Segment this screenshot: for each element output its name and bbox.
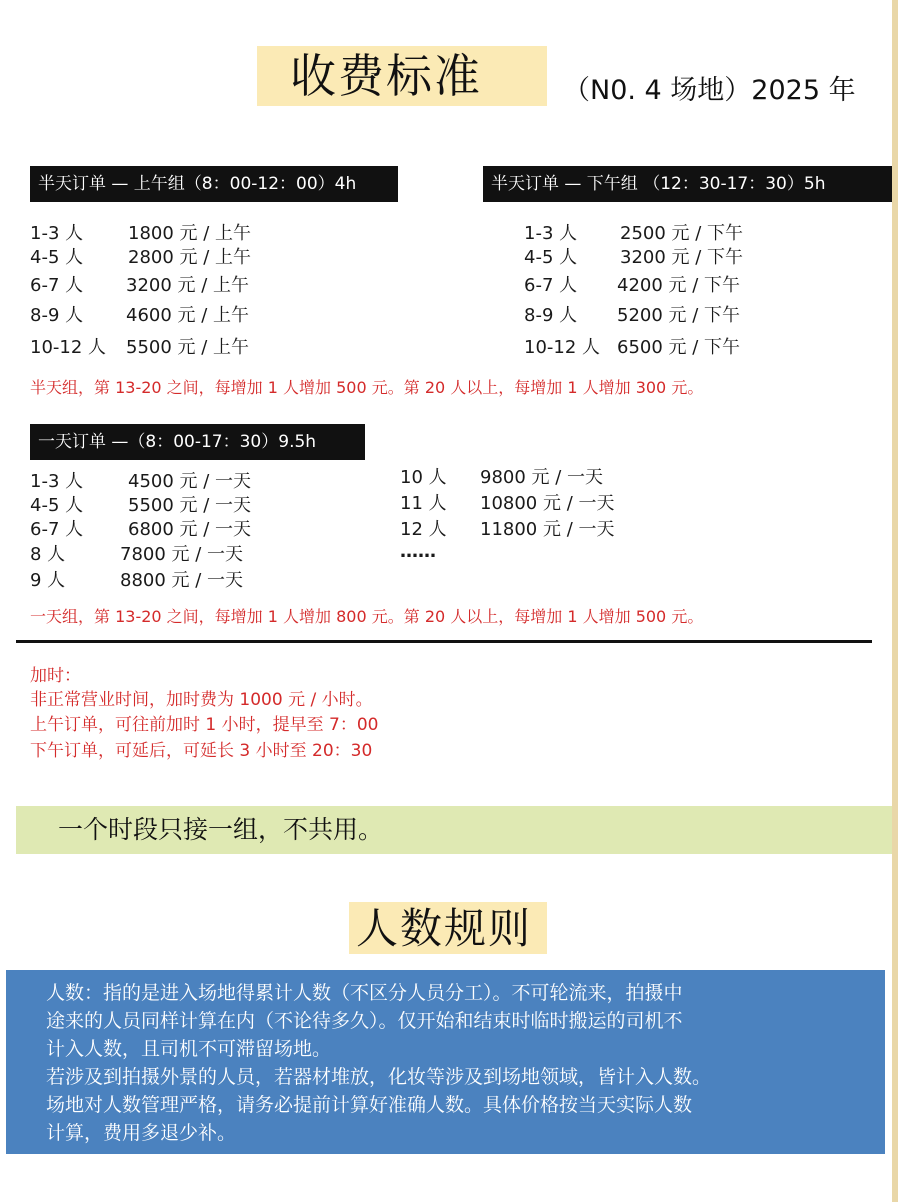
overtime-label: 加时：	[30, 666, 81, 686]
pm-price: 6500 元 / 下午	[617, 337, 741, 358]
rules-line: 计入人数，且司机不可滞留场地。	[46, 1038, 332, 1060]
pm-people: 1-3 人	[524, 223, 578, 244]
am-people: 8-9 人	[30, 305, 84, 326]
day-people: 11 人	[400, 493, 447, 514]
pm-price: 3200 元 / 下午	[620, 247, 744, 268]
am-price: 1800 元 / 上午	[128, 223, 252, 244]
day-price: 5500 元 / 一天	[128, 495, 252, 516]
rules-line: 途来的人员同样计算在内（不论待多久）。仅开始和结束时临时搬运的司机不	[46, 1010, 683, 1032]
rules-title: 人数规则	[356, 904, 533, 953]
page-edge-stripe	[892, 0, 898, 1202]
page-subtitle: （N0. 4 场地）2025 年	[563, 75, 856, 106]
overtime-line: 上午订单，可往前加时 1 小时，提早至 7：00	[30, 715, 379, 735]
day-price: 10800 元 / 一天	[480, 493, 615, 514]
half-day-extra-note: 半天组，第 13-20 之间，每增加 1 人增加 500 元。第 20 人以上，每增加 1 人增加 300 元。	[30, 378, 704, 397]
single-group-note: 一个时段只接一组，不共用。	[58, 815, 384, 844]
day-people: 6-7 人	[30, 519, 84, 540]
section-divider	[16, 640, 872, 643]
day-people: 9 人	[30, 570, 66, 591]
full-day-heading: 一天订单 —（8：00-17：30）9.5h	[30, 424, 365, 460]
pm-people: 6-7 人	[524, 275, 578, 296]
pm-price: 4200 元 / 下午	[617, 275, 741, 296]
day-price: 7800 元 / 一天	[120, 544, 244, 565]
half-day-am-heading: 半天订单 — 上午组（8：00-12：00）4h	[30, 166, 398, 202]
am-price: 3200 元 / 上午	[126, 275, 250, 296]
pm-people: 8-9 人	[524, 305, 578, 326]
day-price-ellipsis: ……	[400, 541, 436, 562]
pm-price: 5200 元 / 下午	[617, 305, 741, 326]
day-people: 4-5 人	[30, 495, 84, 516]
overtime-line: 非正常营业时间，加时费为 1000 元 / 小时。	[30, 690, 373, 710]
day-price: 9800 元 / 一天	[480, 467, 604, 488]
rules-line: 计算，费用多退少补。	[46, 1122, 237, 1144]
rules-line: 场地对人数管理严格，请务必提前计算好准确人数。具体价格按当天实际人数	[46, 1094, 693, 1116]
day-people: 8 人	[30, 544, 66, 565]
day-price: 8800 元 / 一天	[120, 570, 244, 591]
full-day-extra-note: 一天组，第 13-20 之间，每增加 1 人增加 800 元。第 20 人以上，每增加 1 人增加 500 元。	[30, 607, 704, 626]
overtime-line: 下午订单，可延后，可延长 3 小时至 20：30	[30, 741, 373, 761]
day-price: 4500 元 / 一天	[128, 471, 252, 492]
day-people: 1-3 人	[30, 471, 84, 492]
pm-price: 2500 元 / 下午	[620, 223, 744, 244]
am-people: 1-3 人	[30, 223, 84, 244]
am-people: 10-12 人	[30, 337, 107, 358]
rules-line: 若涉及到拍摄外景的人员，若器材堆放，化妆等涉及到场地领域，皆计入人数。	[46, 1066, 712, 1088]
page-title: 收费标准	[290, 49, 482, 103]
pm-people: 4-5 人	[524, 247, 578, 268]
am-price: 4600 元 / 上午	[126, 305, 250, 326]
day-people: 12 人	[400, 519, 447, 540]
am-people: 4-5 人	[30, 247, 84, 268]
day-people: 10 人	[400, 467, 447, 488]
day-price: 11800 元 / 一天	[480, 519, 615, 540]
rules-line: 人数：指的是进入场地得累计人数（不区分人员分工）。不可轮流来，拍摄中	[46, 982, 683, 1004]
am-people: 6-7 人	[30, 275, 84, 296]
pm-people: 10-12 人	[524, 337, 601, 358]
am-price: 5500 元 / 上午	[126, 337, 250, 358]
day-price: 6800 元 / 一天	[128, 519, 252, 540]
half-day-pm-heading: 半天订单 — 下午组 （12：30-17：30）5h	[483, 166, 892, 202]
am-price: 2800 元 / 上午	[128, 247, 252, 268]
